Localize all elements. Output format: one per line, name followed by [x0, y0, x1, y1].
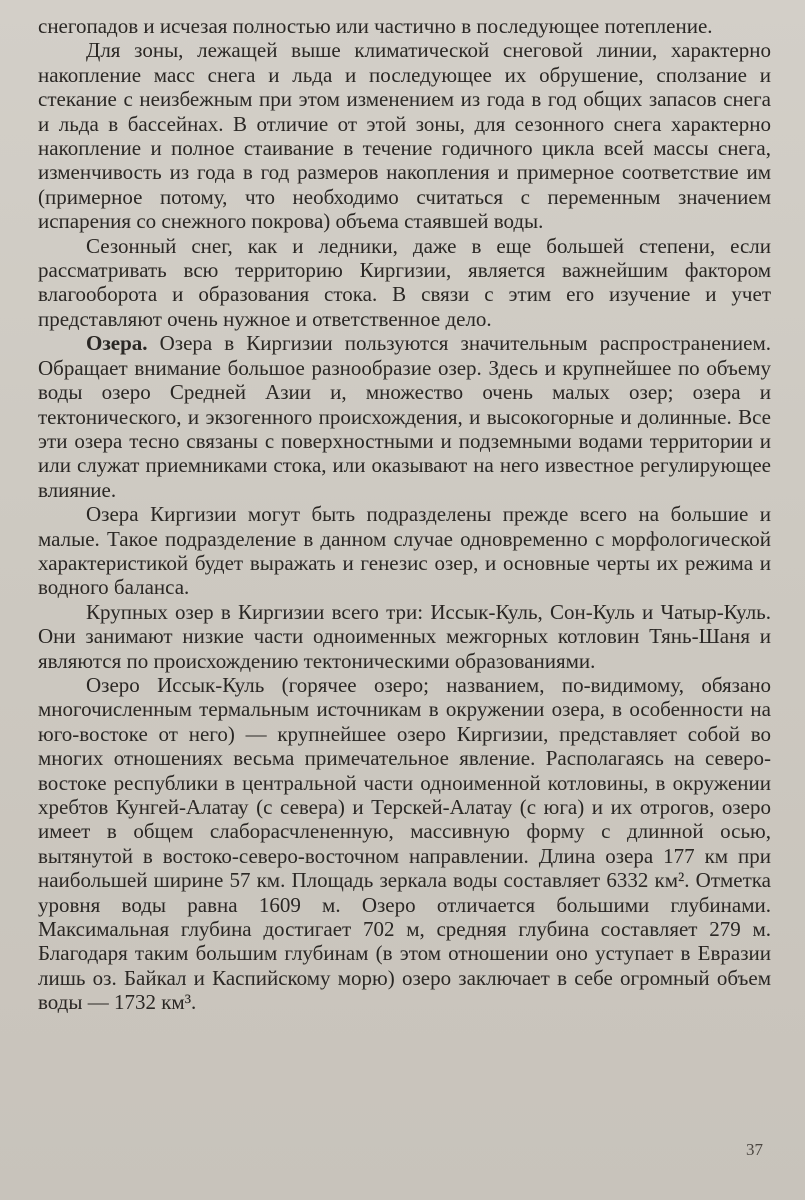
- paragraph-4: [38, 331, 771, 502]
- paragraph-text: Сезонный снег, как и ледники, даже в еще большей степени, если рассматривать всю территорию Киргизии, является важнейшим фактором влагооборота и образования стока. В связи с этим его изучение и учет представляют очень нужное и ответственное дело.: [38, 233, 771, 331]
- page-number: 37: [746, 1140, 763, 1159]
- paragraph-7: [38, 673, 771, 1015]
- paragraph-text: Крупных озер в Киргизии всего три: Иссык-Куль, Сон-Куль и Чатыр-Куль. Они занимают низкие части одноименных межгорных котловин Тянь-Шаня и являются по происхождению тектоническими образованиями.: [38, 599, 771, 673]
- paragraph-1: [38, 14, 771, 38]
- paragraph-text: Для зоны, лежащей выше климатической снеговой линии, характерно накопление масс снега и льда и последующее их обрушение, сползание и стекание с неизбежным при этом изменением из года в год общих запасов снега и льда в бассейнах. В отличие от этой зоны, для сезонного снега характерно накопление и полное стаивание в течение годичного цикла всей массы снега, изменчивость из года в год размеров накопления и примерное соответствие им (примерное потому, что необходимо считаться с переменным значением испарения со снежного покрова) объема стаявшей воды.: [38, 38, 771, 234]
- paragraph-5: [38, 502, 771, 600]
- paragraph-2: [38, 38, 771, 233]
- paragraph-text: Озера Киргизии могут быть подразделены прежде всего на большие и малые. Такое подразделение в данном случае одновременно с морфологической характеристикой будет выражать и генезис озер, и основные черты их режима и водного баланса.: [38, 502, 771, 600]
- paragraph-text: Озера в Киргизии пользуются значительным распространением. Обращает внимание большое разнообразие озер. Здесь и крупнейшее по объему воды озеро Средней Азии и, множество очень малых озер; озера и тектонического, и экзогенного происхождения, и высокогорные и долинные. Все эти озера тесно связаны с поверхностными и подземными водами территории и или служат приемниками стока, или оказывают на него известное регулирующее влияние.: [38, 331, 771, 502]
- paragraph-3: [38, 234, 771, 332]
- paragraph-6: [38, 600, 771, 673]
- paragraph-text: снегопадов и исчезая полностью или частично в последующее потепление.: [38, 14, 713, 38]
- paragraph-text: Озеро Иссык-Куль (горячее озеро; названием, по-видимому, обязано многочисленным термальным источникам в окружении озера, в особенности на юго-востоке от него) — крупнейшее озеро Киргизии, представляет собой во многих отношениях весьма примечательное явление. Располагаясь на северо-востоке республики в центральной части одноименной котловины, в окружении хребтов Кунгей-Алатау (с севера) и Терскей-Алатау (с юга) и их отрогов, озеро имеет в общем слаборасчлененную, массивную форму с длинной осью, вытянутой в востоко-северо-восточном направлении. Длина озера 177 км при наибольшей ширине 57 км. Площадь зеркала воды составляет 6332 км². Отметка уровня воды равна 1609 м. Озеро отличается большими глубинами. Максимальная глубина достигает 702 м, средняя глубина составляет 279 м. Благодаря таким большим глубинам (в этом отношении оно уступает в Евразии лишь оз. Байкал и Каспийскому морю) озеро заключает в себе огромный объем воды — 1732 км³.: [38, 672, 771, 1015]
- page-text: [38, 14, 771, 1015]
- section-heading: Озера.: [86, 331, 148, 356]
